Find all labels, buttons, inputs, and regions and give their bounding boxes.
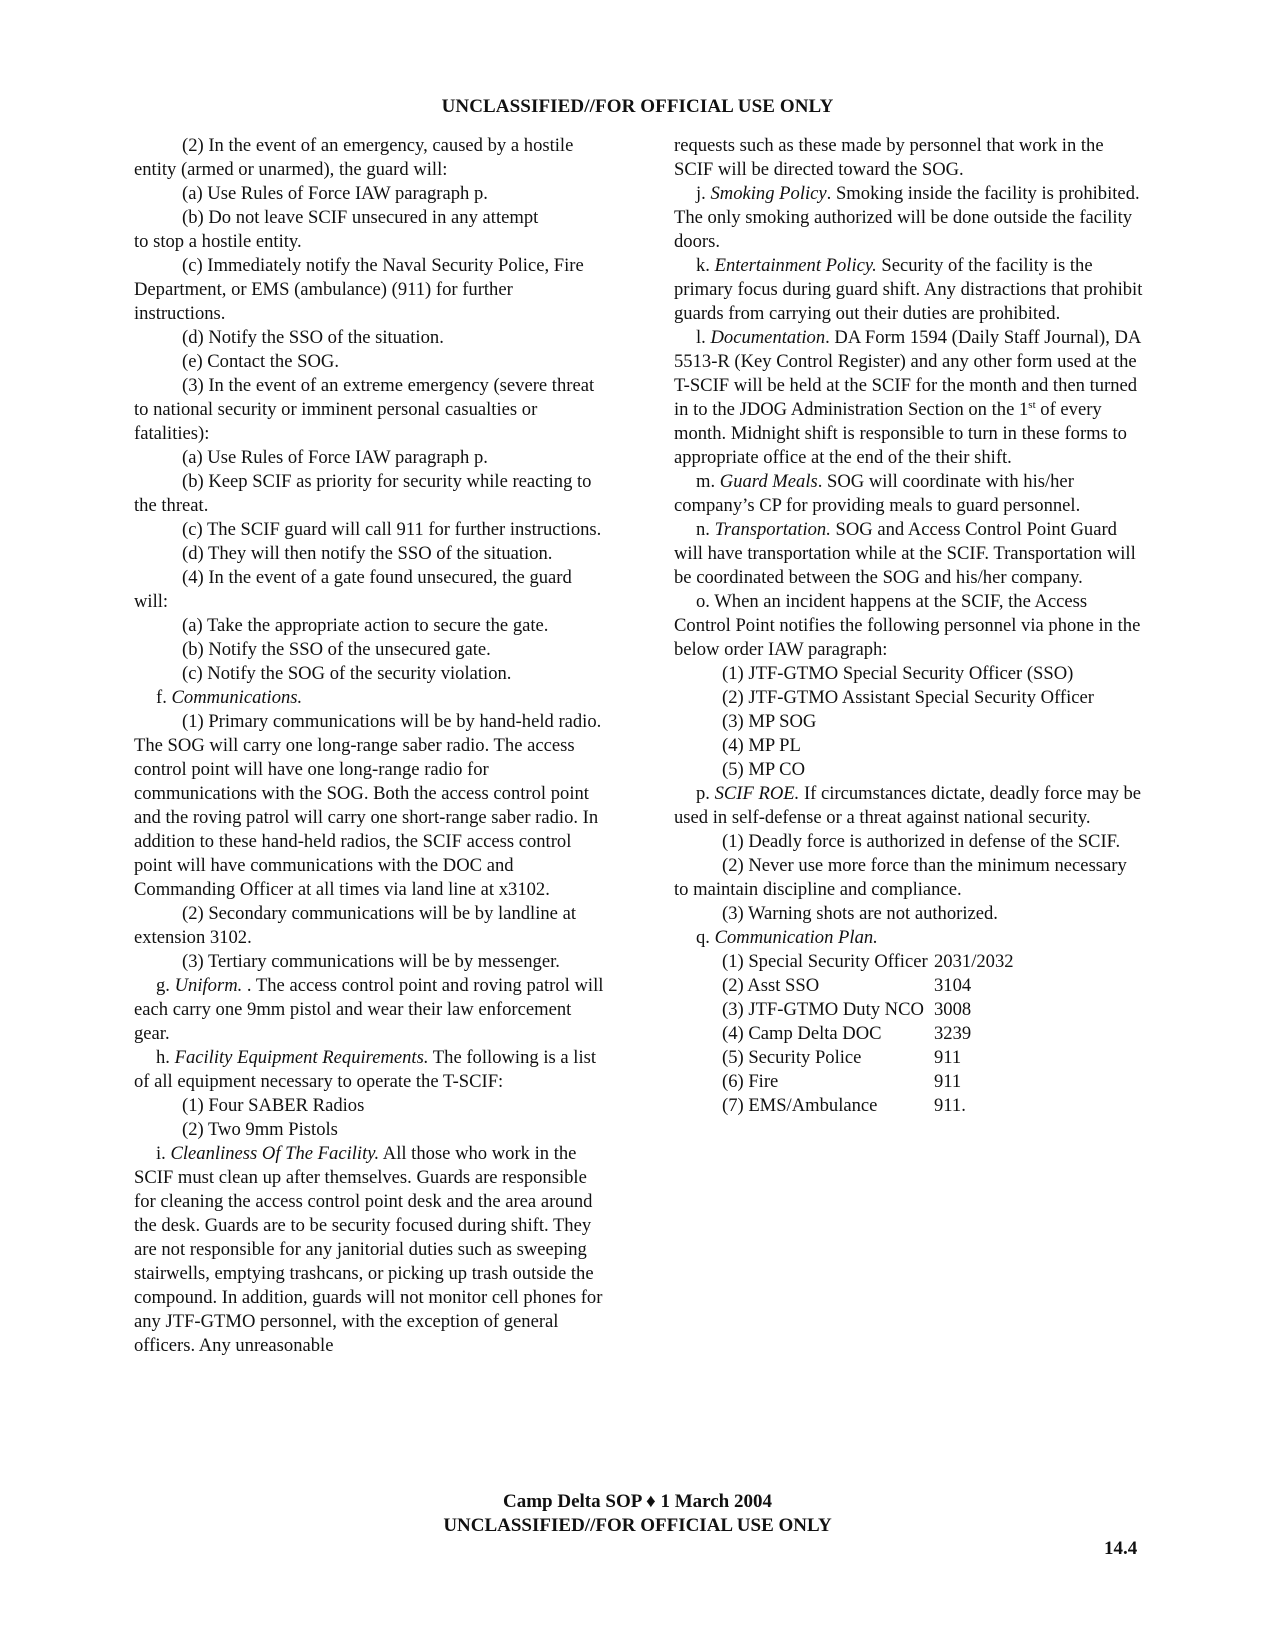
footer-classification: UNCLASSIFIED//FOR OFFICIAL USE ONLY [443,1515,832,1536]
paragraph-4c: (c) Notify the SOG of the security violation. [182,663,512,684]
section-l [674,326,1144,470]
section-j-label: j. [696,183,706,204]
paragraph-4-intro: (4) In the event of a gate found unsecured, the guard will: [134,567,572,612]
section-h-label: h. [156,1047,170,1068]
section-q-title: Communication Plan. [714,927,878,948]
paragraph-2c: (c) Immediately notify the Naval Security Police, Fire Department, or EMS (ambulance) (911) for further instructions. [134,255,584,324]
plan-extension: 3008 [934,999,972,1020]
page-number: 14.4 [1104,1538,1138,1559]
section-i-label: i. [156,1143,166,1164]
section-m-text: . SOG will coordinate with his/her company’s CP for providing meals to guard personnel. [674,471,1081,516]
plan-extension: 2031/2032 [934,951,1014,972]
equipment-item-1: (1) Four SABER Radios [182,1095,365,1116]
section-h-text: The following is a list of all equipment necessary to operate the T-SCIF: [134,1047,597,1092]
section-n-label: n. [696,519,710,540]
paragraph-4a: (a) Take the appropriate action to secure the gate. [182,615,549,636]
section-j-text: . Smoking inside the facility is prohibited. The only smoking authorized will be done outside the facility doors. [674,183,1140,252]
plan-extension: 3104 [934,975,972,996]
roe-item-1: (1) Deadly force is authorized in defense of the SCIF. [722,831,1121,852]
plan-row [674,1046,1144,1070]
section-m-label: m. [696,471,716,492]
plan-row [674,1022,1144,1046]
paragraph-f3: (3) Tertiary communications will be by messenger. [182,951,560,972]
paragraph-2-intro: (2) In the event of an emergency, caused by a hostile entity (armed or unarmed), the guard will: [134,135,574,180]
paragraph-2e: (e) Contact the SOG. [182,351,339,372]
paragraph-2d: (d) Notify the SSO of the situation. [182,327,444,348]
plan-contact: (6) Fire [722,1071,779,1092]
paragraph-4b: (b) Notify the SSO of the unsecured gate. [182,639,491,660]
plan-contact: (7) EMS/Ambulance [722,1095,878,1116]
plan-extension: 911. [934,1095,966,1116]
notify-item-1: (1) JTF-GTMO Special Security Officer (SSO) [722,663,1074,684]
section-n-text: SOG and Access Control Point Guard will have transportation while at the SCIF. Transportation will be coordinated between the SOG and his/her company. [674,519,1136,588]
section-l-label: l. [696,327,706,348]
plan-contact: (4) Camp Delta DOC [722,1023,882,1044]
section-q-label: q. [696,927,710,948]
footer-document-title: Camp Delta SOP ♦ 1 March 2004 [503,1491,772,1512]
section-i-continuation: requests such as these made by personnel that work in the SCIF will be directed toward the SOG. [674,135,1104,180]
communication-plan-table [674,950,1144,1118]
section-n-title: Transportation. [714,519,831,540]
section-k-label: k. [696,255,710,276]
section-l-text-a: . DA Form 1594 (Daily Staff Journal), DA 5513-R (Key Control Register) and any other form used at the T-SCIF will be held at the SCIF for the month and then turned in to the JDOG Administration Section on the 1 [674,327,1141,420]
section-k-text: Security of the facility is the primary focus during guard shift. Any distractions that prohibit guards from carrying out their duties are prohibited. [674,255,1143,324]
plan-extension: 911 [934,1047,962,1068]
section-f-title: Communications. [171,687,303,708]
paragraph-3b: (b) Keep SCIF as priority for security while reacting to the threat. [134,471,592,516]
paragraph-3d: (d) They will then notify the SSO of the situation. [182,543,553,564]
section-o: o. When an incident happens at the SCIF, the Access Control Point notifies the following personnel via phone in the below order IAW paragraph: [674,591,1141,660]
notify-item-3: (3) MP SOG [722,711,817,732]
plan-contact: (2) Asst SSO [722,975,820,996]
plan-row [674,1094,1144,1118]
paragraph-3-intro: (3) In the event of an extreme emergency (severe threat to national security or imminent personal casualties or fatalities): [134,375,595,444]
section-p-label: p. [696,783,710,804]
roe-item-2: (2) Never use more force than the minimum necessary to maintain discipline and compliance. [674,855,1127,900]
section-k [674,254,1144,326]
plan-extension: 3239 [934,1023,972,1044]
section-m-title: Guard Meals [719,471,818,492]
section-p-title: SCIF ROE. [714,783,800,804]
plan-contact: (3) JTF-GTMO Duty NCO [722,999,924,1020]
section-h-title: Facility Equipment Requirements. [174,1047,429,1068]
section-g-label: g. [156,975,170,996]
section-k-title: Entertainment Policy. [714,255,877,276]
paragraph-3c: (c) The SCIF guard will call 911 for further instructions. [182,519,602,540]
section-l-superscript: st [1028,398,1036,411]
section-j-title: Smoking Policy [710,183,827,204]
paragraph-3a: (a) Use Rules of Force IAW paragraph p. [182,447,488,468]
paragraph-f2: (2) Secondary communications will be by landline at extension 3102. [134,903,576,948]
paragraph-2b-first-line: (b) Do not leave SCIF unsecured in any attempt [182,207,539,228]
section-g-title: Uniform. [174,975,243,996]
section-i [134,1142,604,1358]
notify-item-5: (5) MP CO [722,759,805,780]
section-i-title: Cleanliness Of The Facility. [170,1143,380,1164]
left-column [134,134,604,1358]
section-n [674,518,1144,590]
section-m [674,470,1144,518]
plan-row [674,1070,1144,1094]
paragraph-f1: (1) Primary communications will be by hand-held radio. The SOG will carry one long-range saber radio. The access control point will have one long-range radio for communications with the SOG. Both the access control point and the roving patrol will carry one short-range saber radio. In addition to these hand-held radios, the SCIF access control point will have communications with the DOC and Commanding Officer at all times via land line at x3102. [134,711,602,900]
section-q-heading [674,926,1144,950]
paragraph-2b-continuation: to stop a hostile entity. [134,231,302,252]
paragraph-2a: (a) Use Rules of Force IAW paragraph p. [182,183,488,204]
page-footer [0,1490,1275,1538]
notify-item-4: (4) MP PL [722,735,801,756]
section-l-text-b: of every month. Midnight shift is responsible to turn in these forms to appropriate office at the end of the their shift. [674,399,1127,468]
section-i-text: All those who work in the SCIF must clean up after themselves. Guards are responsible for cleaning the access control point desk and the area around the desk. Guards are to be security focused during shift. They are not responsible for any janitorial duties such as sweeping stairwells, emptying trashcans, or picking up trash outside the compound. In addition, guards will not monitor cell phones for any JTF-GTMO personnel, with the exception of general officers. Any unreasonable [134,1143,603,1356]
section-l-title: Documentation [710,327,826,348]
section-g-text: . The access control point and roving patrol will each carry one 9mm pistol and wear their law enforcement gear. [134,975,604,1044]
plan-row [674,974,1144,998]
plan-extension: 911 [934,1071,962,1092]
section-f-heading [134,686,604,710]
equipment-item-2: (2) Two 9mm Pistols [182,1119,338,1140]
roe-item-3: (3) Warning shots are not authorized. [722,903,998,924]
page-header-classification: UNCLASSIFIED//FOR OFFICIAL USE ONLY [441,96,834,117]
notify-item-2: (2) JTF-GTMO Assistant Special Security Officer [722,687,1094,708]
section-h [134,1046,604,1094]
section-f-label: f. [156,687,167,708]
section-p [674,782,1144,830]
plan-contact: (5) Security Police [722,1047,862,1068]
right-column [674,134,1144,1118]
plan-row [674,950,1144,974]
section-p-text: If circumstances dictate, deadly force may be used in self-defense or a threat against national security. [674,783,1142,828]
plan-row [674,998,1144,1022]
section-g [134,974,604,1046]
plan-contact: (1) Special Security Officer [722,951,928,972]
section-j [674,182,1144,254]
